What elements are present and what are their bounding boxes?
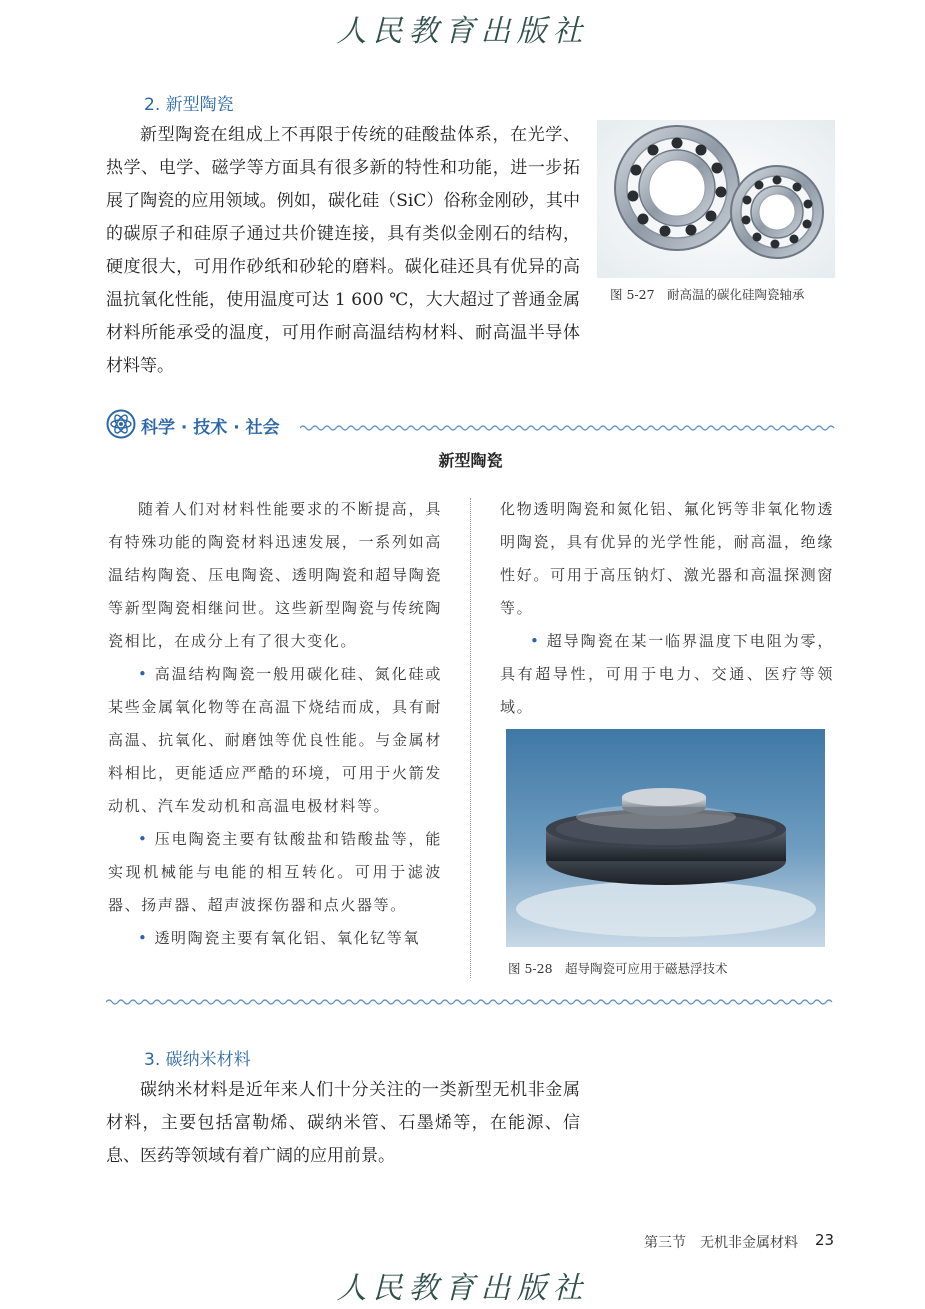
- wavy-divider-top: [300, 418, 835, 428]
- section-2-body: [106, 119, 580, 383]
- wavy-divider-bottom: [106, 992, 835, 1002]
- bullet-dot: •: [530, 632, 541, 650]
- section-2-heading: 2. 新型陶瓷: [144, 95, 234, 115]
- column-divider: [470, 498, 471, 978]
- section-3-paragraph: 碳纳米材料是近年来人们十分关注的一类新型无机非金属材料，主要包括富勒烯、碳纳米管、石墨烯等，在能源、信息、医药等领域有着广阔的应用前景。: [106, 1080, 580, 1166]
- sts-high-temp-paragraph: • 高温结构陶瓷一般用碳化硅、氮化硅或某些金属氧化物等在高温下烧结而成，具有耐高温、抗氧化、耐磨蚀等优良性能。与金属材料相比，更能适应严酷的环境，可用于火箭发动机、汽车发动机和高温电极材料等。: [108, 665, 442, 815]
- sts-box-subtitle: 新型陶瓷: [438, 451, 503, 470]
- footer-section-title: 第三节 无机非金属材料: [644, 1235, 798, 1251]
- bullet-dot: •: [138, 929, 149, 947]
- section-3-body: [106, 1074, 580, 1173]
- maglev-superconductor-photo: [506, 729, 825, 947]
- figure-5-28-caption: 图 5-28 超导陶瓷可应用于磁悬浮技术: [508, 961, 728, 976]
- publisher-logo-bottom: 人民教育出版社: [336, 1271, 589, 1306]
- sts-box-title: 科学 · 技术 · 社会: [141, 418, 280, 438]
- sts-piezo-paragraph: • 压电陶瓷主要有钛酸盐和锆酸盐等，能实现机械能与电能的相互转化。可用于滤波器、扬声器、超声波探伤器和点火器等。: [108, 830, 442, 914]
- section-2-paragraph: 新型陶瓷在组成上不再限于传统的硅酸盐体系，在光学、热学、电学、磁学等方面具有很多新的特性和功能，进一步拓展了陶瓷的应用领域。例如，碳化硅（SiC）俗称金刚砂，其中的碳原子和硅原子通过共价键连接，具有类似金刚石的结构，硬度很大，可用作砂纸和砂轮的磨料。碳化硅还具有优异的高温抗氧化性能，使用温度可达 1 600 ℃，大大超过了普通金属材料所能承受的温度，可用作耐高温结构材料、耐高温半导体材料等。: [106, 125, 580, 376]
- sts-transparent-paragraph-end: 化物透明陶瓷和氮化铝、氟化钙等非氧化物透明陶瓷，具有优异的光学性能，耐高温，绝缘性好。可用于高压钠灯、激光器和高温探测窗等。: [500, 500, 834, 617]
- sts-transparent-paragraph-start: • 透明陶瓷主要有氧化铝、氧化钇等氧: [138, 929, 421, 947]
- sts-right-column: [500, 493, 834, 724]
- bullet-dot: •: [138, 830, 149, 848]
- atom-icon: [106, 409, 136, 439]
- sts-left-column: [108, 493, 442, 955]
- bearing-illustration: [597, 120, 835, 278]
- section-3-heading: 3. 碳纳米材料: [144, 1050, 251, 1070]
- page-number: 23: [815, 1231, 835, 1249]
- figure-5-27-caption: 图 5-27 耐高温的碳化硅陶瓷轴承: [610, 287, 805, 302]
- ceramic-bearing-photo: [597, 120, 835, 278]
- sts-intro-paragraph: 随着人们对材料性能要求的不断提高，具有特殊功能的陶瓷材料迅速发展，一系列如高温结构陶瓷、压电陶瓷、透明陶瓷和超导陶瓷等新型陶瓷相继问世。这些新型陶瓷与传统陶瓷相比，在成分上有了很大变化。: [108, 500, 442, 650]
- sts-superconductor-paragraph: • 超导陶瓷在某一临界温度下电阻为零，具有超导性，可用于电力、交通、医疗等领域。: [500, 632, 834, 716]
- publisher-logo-top: 人民教育出版社: [336, 14, 589, 49]
- bullet-dot: •: [138, 665, 149, 683]
